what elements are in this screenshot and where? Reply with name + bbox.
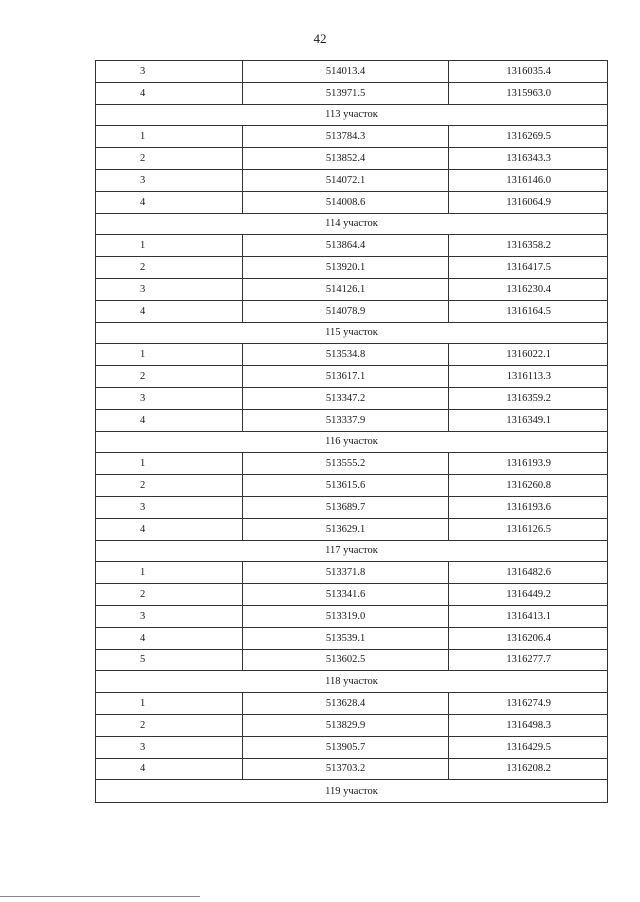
y-coordinate-cell: 1316269.5	[449, 126, 608, 148]
y-coordinate-cell: 1316482.6	[449, 562, 608, 584]
x-coordinate-cell: 513852.4	[243, 148, 449, 170]
y-coordinate-cell: 1316349.1	[449, 409, 608, 431]
point-number-cell: 1	[96, 235, 243, 257]
y-coordinate-cell: 1316449.2	[449, 584, 608, 606]
x-coordinate-cell: 513703.2	[243, 758, 449, 780]
point-number-cell: 4	[96, 191, 243, 213]
section-title: 118 участок	[96, 671, 608, 693]
table-row	[96, 409, 608, 431]
page-number: 42	[313, 31, 327, 46]
x-coordinate-cell: 513539.1	[243, 627, 449, 649]
section-header-row	[96, 104, 608, 126]
y-coordinate-cell: 1316343.3	[449, 148, 608, 170]
section-header-row	[96, 431, 608, 453]
x-coordinate-cell: 514078.9	[243, 300, 449, 322]
table-row	[96, 627, 608, 649]
x-coordinate-cell: 513617.1	[243, 366, 449, 388]
y-coordinate-cell: 1315963.0	[449, 82, 608, 104]
table-row	[96, 649, 608, 671]
x-coordinate-cell: 513337.9	[243, 409, 449, 431]
x-coordinate-cell: 514072.1	[243, 169, 449, 191]
point-number-cell: 3	[96, 736, 243, 758]
point-number-cell: 2	[96, 148, 243, 170]
point-number-cell: 2	[96, 366, 243, 388]
table-row	[96, 693, 608, 715]
table-row	[96, 82, 608, 104]
y-coordinate-cell: 1316429.5	[449, 736, 608, 758]
x-coordinate-cell: 514013.4	[243, 61, 449, 83]
y-coordinate-cell: 1316206.4	[449, 627, 608, 649]
point-number-cell: 5	[96, 649, 243, 671]
x-coordinate-cell: 513920.1	[243, 257, 449, 279]
point-number-cell: 4	[96, 409, 243, 431]
bottom-rule	[0, 896, 200, 897]
y-coordinate-cell: 1316274.9	[449, 693, 608, 715]
y-coordinate-cell: 1316126.5	[449, 518, 608, 540]
point-number-cell: 1	[96, 344, 243, 366]
x-coordinate-cell: 513347.2	[243, 387, 449, 409]
y-coordinate-cell: 1316193.9	[449, 453, 608, 475]
x-coordinate-cell: 513371.8	[243, 562, 449, 584]
table-row	[96, 344, 608, 366]
table-row	[96, 366, 608, 388]
table-row	[96, 758, 608, 780]
table-row	[96, 169, 608, 191]
coordinates-table	[95, 60, 608, 803]
x-coordinate-cell: 513864.4	[243, 235, 449, 257]
x-coordinate-cell: 513341.6	[243, 584, 449, 606]
x-coordinate-cell: 513784.3	[243, 126, 449, 148]
x-coordinate-cell: 514008.6	[243, 191, 449, 213]
y-coordinate-cell: 1316164.5	[449, 300, 608, 322]
table-row	[96, 61, 608, 83]
table-row	[96, 475, 608, 497]
x-coordinate-cell: 513602.5	[243, 649, 449, 671]
section-header-row	[96, 671, 608, 693]
y-coordinate-cell: 1316260.8	[449, 475, 608, 497]
x-coordinate-cell: 513905.7	[243, 736, 449, 758]
x-coordinate-cell: 513628.4	[243, 693, 449, 715]
x-coordinate-cell: 513319.0	[243, 605, 449, 627]
y-coordinate-cell: 1316208.2	[449, 758, 608, 780]
y-coordinate-cell: 1316498.3	[449, 714, 608, 736]
point-number-cell: 4	[96, 627, 243, 649]
coordinates-table-body	[96, 61, 608, 803]
y-coordinate-cell: 1316146.0	[449, 169, 608, 191]
x-coordinate-cell: 513629.1	[243, 518, 449, 540]
table-row	[96, 736, 608, 758]
point-number-cell: 3	[96, 605, 243, 627]
x-coordinate-cell: 513971.5	[243, 82, 449, 104]
y-coordinate-cell: 1316358.2	[449, 235, 608, 257]
section-title: 113 участок	[96, 104, 608, 126]
section-title: 116 участок	[96, 431, 608, 453]
y-coordinate-cell: 1316035.4	[449, 61, 608, 83]
point-number-cell: 4	[96, 518, 243, 540]
section-header-row	[96, 322, 608, 344]
table-row	[96, 714, 608, 736]
point-number-cell: 4	[96, 82, 243, 104]
x-coordinate-cell: 513534.8	[243, 344, 449, 366]
y-coordinate-cell: 1316113.3	[449, 366, 608, 388]
table-row	[96, 126, 608, 148]
point-number-cell: 2	[96, 584, 243, 606]
point-number-cell: 1	[96, 693, 243, 715]
point-number-cell: 4	[96, 300, 243, 322]
table-row	[96, 518, 608, 540]
table-row	[96, 300, 608, 322]
table-row	[96, 453, 608, 475]
point-number-cell: 3	[96, 278, 243, 300]
section-title: 119 участок	[96, 780, 608, 803]
x-coordinate-cell: 514126.1	[243, 278, 449, 300]
table-row	[96, 191, 608, 213]
point-number-cell: 3	[96, 496, 243, 518]
y-coordinate-cell: 1316277.7	[449, 649, 608, 671]
section-title: 117 участок	[96, 540, 608, 562]
table-row	[96, 148, 608, 170]
point-number-cell: 3	[96, 387, 243, 409]
table-row	[96, 387, 608, 409]
y-coordinate-cell: 1316064.9	[449, 191, 608, 213]
x-coordinate-cell: 513555.2	[243, 453, 449, 475]
point-number-cell: 1	[96, 453, 243, 475]
section-header-row	[96, 540, 608, 562]
table-row	[96, 496, 608, 518]
point-number-cell: 1	[96, 126, 243, 148]
section-title: 115 участок	[96, 322, 608, 344]
table-row	[96, 605, 608, 627]
y-coordinate-cell: 1316413.1	[449, 605, 608, 627]
section-title: 114 участок	[96, 213, 608, 235]
section-header-row	[96, 213, 608, 235]
table-row	[96, 584, 608, 606]
point-number-cell: 4	[96, 758, 243, 780]
y-coordinate-cell: 1316417.5	[449, 257, 608, 279]
y-coordinate-cell: 1316359.2	[449, 387, 608, 409]
y-coordinate-cell: 1316022.1	[449, 344, 608, 366]
point-number-cell: 2	[96, 475, 243, 497]
table-row	[96, 562, 608, 584]
point-number-cell: 1	[96, 562, 243, 584]
x-coordinate-cell: 513829.9	[243, 714, 449, 736]
section-header-row	[96, 780, 608, 803]
point-number-cell: 3	[96, 169, 243, 191]
point-number-cell: 3	[96, 61, 243, 83]
table-row	[96, 235, 608, 257]
point-number-cell: 2	[96, 714, 243, 736]
x-coordinate-cell: 513689.7	[243, 496, 449, 518]
y-coordinate-cell: 1316193.6	[449, 496, 608, 518]
x-coordinate-cell: 513615.6	[243, 475, 449, 497]
table-row	[96, 257, 608, 279]
table-row	[96, 278, 608, 300]
point-number-cell: 2	[96, 257, 243, 279]
y-coordinate-cell: 1316230.4	[449, 278, 608, 300]
